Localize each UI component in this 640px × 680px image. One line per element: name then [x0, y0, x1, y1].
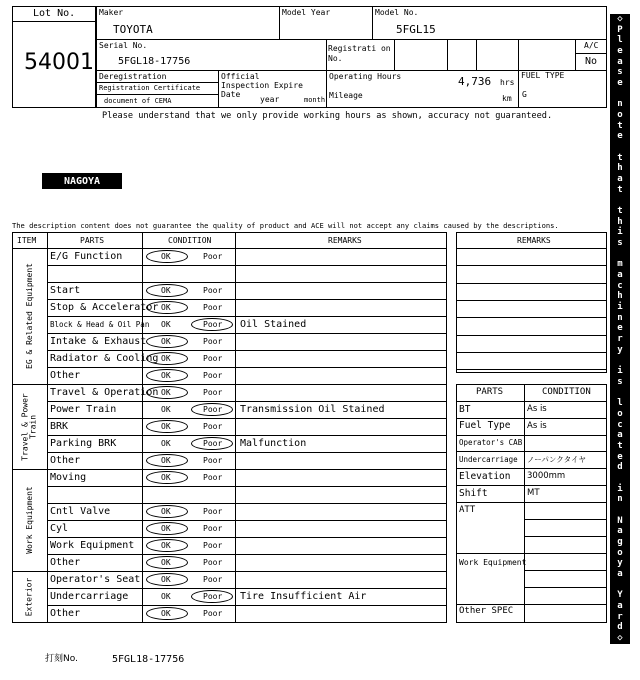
sidebar-char: s [617, 238, 623, 249]
ok-label: OK [161, 591, 171, 601]
row-remark: Malfunction [240, 438, 307, 449]
right-remarks-row-divider [456, 352, 607, 353]
ok-label: OK [161, 455, 171, 465]
ok-label: OK [161, 506, 171, 516]
sidebar-char: a [617, 270, 623, 281]
poor-label: Poor [203, 540, 223, 550]
row-part-label: Other [50, 556, 81, 568]
ok-label: OK [161, 608, 171, 618]
row-part-label: Cntl Valve [50, 505, 111, 517]
other-spec-label: Other SPEC [459, 606, 514, 616]
right-condition-value: As is [527, 404, 547, 415]
poor-selected-circle [191, 437, 233, 450]
row-divider [47, 418, 447, 419]
row-part-label: Undercarriage [50, 590, 129, 602]
poor-label: Poor [203, 370, 223, 380]
row-part-label: Work Equipment [50, 539, 135, 551]
row-part-label: BRK [50, 420, 69, 432]
group-label: EG & Related Equipment [24, 263, 34, 369]
row-part-label: E/G Function [50, 250, 123, 262]
row-part-label: Power Train [50, 403, 117, 415]
registration-certificate-label: Registration Certificate [99, 84, 201, 92]
sidebar-char: t [617, 152, 623, 163]
row-divider [47, 282, 447, 283]
row-part-label: Cyl [50, 522, 69, 534]
sidebar-char: t [617, 120, 623, 131]
poor-label: Poor [203, 557, 223, 567]
sidebar-char: ◇ [617, 14, 623, 24]
sidebar-char: a [617, 174, 623, 185]
month-label: month [304, 96, 326, 104]
group-divider [12, 384, 447, 385]
serial-no-label: Serial No. [99, 41, 148, 50]
right-part-label: BT [459, 403, 471, 415]
row-part-label: Moving [50, 471, 87, 483]
sidebar-char: s [617, 376, 623, 387]
lot-number: 54001 [24, 50, 94, 75]
col-item-header: ITEM [17, 236, 37, 245]
poor-label: Poor [203, 404, 223, 414]
ok-label: OK [161, 574, 171, 584]
maker-label: Maker [99, 8, 124, 17]
poor-label: Poor [203, 353, 223, 363]
right-parts-row-divider [456, 418, 607, 419]
poor-label: Poor [203, 506, 223, 516]
poor-selected-circle [191, 590, 233, 603]
ok-label: OK [161, 557, 171, 567]
ok-label: OK [161, 523, 171, 533]
poor-label: Poor [203, 319, 223, 329]
row-divider [47, 401, 447, 402]
sidebar-char: n [617, 312, 623, 323]
work-equipment-label: Work Equipment [459, 558, 527, 567]
row-part-label: Other [50, 454, 81, 466]
ok-label: OK [161, 421, 171, 431]
sidebar-char: r [617, 334, 623, 345]
sidebar-char: i [617, 366, 623, 377]
location-banner: NAGOYA [42, 173, 122, 189]
group-divider [12, 571, 447, 572]
right-remarks-row-divider [456, 283, 607, 284]
ok-label: OK [161, 540, 171, 550]
ok-selected-circle [146, 522, 188, 535]
sidebar-char: e [617, 78, 623, 89]
mileage-label: Mileage [329, 91, 363, 100]
maker-value: TOYOTA [113, 23, 153, 36]
poor-label: Poor [203, 387, 223, 397]
ok-selected-circle [146, 556, 188, 569]
sidebar-char: t [617, 440, 623, 451]
hrs-label: hrs [500, 78, 515, 87]
sidebar-char [610, 249, 630, 260]
row-part-label: Parking BRK [50, 437, 117, 449]
right-part-label: Shift [459, 487, 488, 499]
poor-label: Poor [203, 438, 223, 448]
right-sub-divider [524, 587, 607, 588]
right-parts-row-divider [456, 451, 607, 452]
group-label: Exterior [24, 577, 34, 616]
row-part-label: Stop & Accelerator [50, 301, 159, 313]
inspection-label: Official Inspection Expire Date [221, 72, 303, 99]
poor-label: Poor [203, 472, 223, 482]
poor-label: Poor [203, 421, 223, 431]
row-divider [47, 520, 447, 521]
row-part-label: Other [50, 607, 81, 619]
row-part-label: Start [50, 284, 81, 296]
row-part-label: Travel & Operation [50, 386, 159, 398]
right-condition-header: CONDITION [542, 387, 591, 397]
col-parts-header: PARTS [80, 236, 105, 245]
ok-selected-circle [146, 454, 188, 467]
right-condition-value: MT [527, 488, 540, 499]
right-condition-value: ノーパンクタイヤ [527, 455, 586, 465]
ok-label: OK [161, 251, 171, 261]
lot-no-label: Lot No. [33, 8, 76, 19]
sidebar-char: i [617, 302, 623, 313]
ok-selected-circle [146, 335, 188, 348]
km-label: km [502, 94, 512, 103]
ok-label: OK [161, 370, 171, 380]
poor-selected-circle [191, 318, 233, 331]
right-remarks-row-divider [456, 335, 607, 336]
poor-label: Poor [203, 591, 223, 601]
right-parts-row-divider [456, 468, 607, 469]
disclaimer: The description content does not guarantee the quality of product and ACE will not accept any claims caused by the descriptions. [12, 221, 559, 230]
sidebar-char [610, 580, 630, 591]
row-divider [47, 605, 447, 606]
serial-no-value: 5FGL18-17756 [118, 56, 191, 67]
sidebar-char [610, 505, 630, 516]
year-label: year [260, 95, 280, 104]
sidebar-char: g [617, 536, 623, 547]
operating-hours-label: Operating Hours [329, 72, 402, 81]
sidebar-char: P [617, 24, 623, 35]
sidebar-char: e [617, 451, 623, 462]
sidebar-char: n [617, 494, 623, 505]
sidebar-char [610, 388, 630, 399]
right-part-label: Operator's CAB [459, 438, 523, 448]
row-divider [47, 503, 447, 504]
ok-label: OK [161, 404, 171, 414]
sidebar-char: t [617, 184, 623, 195]
sidebar-char: r [617, 611, 623, 622]
sidebar-char: i [617, 227, 623, 238]
sidebar-char: e [617, 131, 623, 142]
ac-label: A/C [584, 41, 599, 50]
row-divider [47, 435, 447, 436]
right-section-divider [456, 553, 607, 554]
sidebar-char: h [617, 216, 623, 227]
right-section-divider [456, 604, 607, 605]
sidebar-char: c [617, 419, 623, 430]
ok-label: OK [161, 285, 171, 295]
row-divider [47, 265, 447, 266]
right-parts-header-divider [456, 401, 607, 402]
stamp-no-value: 5FGL18-17756 [112, 654, 185, 665]
sidebar-char: e [617, 323, 623, 334]
ok-selected-circle [146, 352, 188, 365]
row-part-label: Operator's Seat [50, 573, 141, 585]
sidebar-char: a [617, 430, 623, 441]
row-remark: Transmission Oil Stained [240, 404, 385, 415]
poor-label: Poor [203, 455, 223, 465]
sidebar-char [610, 142, 630, 153]
sidebar-char: y [617, 558, 623, 569]
right-remarks-header: REMARKS [517, 236, 551, 245]
poor-label: Poor [203, 251, 223, 261]
att-label: ATT [459, 505, 476, 515]
ok-label: OK [161, 319, 171, 329]
right-remarks-row-divider [456, 369, 607, 370]
poor-label: Poor [203, 574, 223, 584]
sidebar-char [610, 89, 630, 100]
row-part-label: Other [50, 369, 81, 381]
row-divider [47, 333, 447, 334]
sidebar-char: m [617, 259, 623, 270]
ok-label: OK [161, 302, 171, 312]
ok-label: OK [161, 472, 171, 482]
right-parts-row-divider [456, 485, 607, 486]
registration-label: Registrati on No. [328, 44, 391, 63]
operating-hours-value: 4,736 [458, 75, 492, 88]
sidebar-char [610, 473, 630, 484]
right-condition-value: 3000mm [527, 471, 566, 482]
right-part-label: Fuel Type [459, 420, 511, 432]
fuel-type-value: G [522, 90, 527, 99]
sidebar-char: l [617, 398, 623, 409]
poor-label: Poor [203, 608, 223, 618]
location-notice-sidebar [610, 14, 630, 644]
row-divider [47, 299, 447, 300]
row-divider [47, 452, 447, 453]
poor-label: Poor [203, 336, 223, 346]
sidebar-char: e [617, 46, 623, 57]
ok-label: OK [161, 336, 171, 346]
stamp-no-label: 打刻No. [45, 654, 78, 664]
row-divider [47, 554, 447, 555]
model-no-value: 5FGL15 [396, 23, 436, 36]
group-label: Travel & Power Train [20, 392, 38, 461]
sidebar-char: h [617, 291, 623, 302]
row-divider [47, 367, 447, 368]
right-part-label: Elevation [459, 470, 511, 482]
row-part-label: Intake & Exhaust [50, 335, 147, 347]
sidebar-char: t [617, 206, 623, 217]
sidebar-char: n [617, 99, 623, 110]
sidebar-char [610, 356, 630, 367]
ok-selected-circle [146, 284, 188, 297]
sidebar-char [610, 195, 630, 206]
att-divider [456, 502, 607, 503]
right-parts-row-divider [456, 435, 607, 436]
poor-label: Poor [203, 285, 223, 295]
ok-selected-circle [146, 607, 188, 620]
right-part-label: Undercarriage [459, 455, 518, 465]
model-no-label: Model No. [375, 8, 419, 17]
row-divider [47, 537, 447, 538]
ok-selected-circle [146, 420, 188, 433]
sidebar-char: l [617, 35, 623, 46]
document-cema-label: document of CEMA [104, 97, 172, 105]
poor-label: Poor [203, 523, 223, 533]
right-remarks-row-divider [456, 300, 607, 301]
poor-selected-circle [191, 403, 233, 416]
row-part-label: Block & Head & Oil Pan [50, 319, 150, 329]
sidebar-char: d [617, 462, 623, 473]
right-remarks-row-divider [456, 265, 607, 266]
ok-label: OK [161, 353, 171, 363]
sidebar-char: o [617, 547, 623, 558]
fuel-type-label: FUEL TYPE [521, 71, 565, 80]
ok-selected-circle [146, 369, 188, 382]
row-divider [47, 486, 447, 487]
row-remark: Oil Stained [240, 319, 307, 330]
sidebar-char: a [617, 56, 623, 67]
right-remarks-row-divider [456, 317, 607, 318]
row-part-label: Radiator & Cooling [50, 352, 159, 364]
model-year-label: Model Year [282, 8, 331, 17]
sidebar-char: ◇ [617, 632, 623, 643]
deregistration-label: Deregistration [99, 72, 167, 81]
group-label: Work Equipment [24, 486, 34, 554]
ok-selected-circle [146, 471, 188, 484]
row-divider [47, 316, 447, 317]
sidebar-char: h [617, 163, 623, 174]
sidebar-char: i [617, 483, 623, 494]
group-divider [12, 469, 447, 470]
sidebar-char: o [617, 110, 623, 121]
ok-label: OK [161, 438, 171, 448]
ok-label: OK [161, 387, 171, 397]
sidebar-char: y [617, 344, 623, 355]
hours-notice: Please understand that we only provide working hours as shown, accuracy not guaranteed. [102, 111, 553, 121]
sidebar-char: Y [617, 590, 623, 601]
row-divider [47, 350, 447, 351]
col-remarks-header: REMARKS [328, 236, 362, 245]
sidebar-char: a [617, 600, 623, 611]
sidebar-char: o [617, 408, 623, 419]
sidebar-char: d [617, 622, 623, 633]
row-divider [47, 588, 447, 589]
poor-label: Poor [203, 302, 223, 312]
right-sub-divider [524, 519, 607, 520]
sidebar-char: a [617, 568, 623, 579]
right-sub-divider [524, 536, 607, 537]
ok-selected-circle [146, 505, 188, 518]
sidebar-char: s [617, 67, 623, 78]
ok-selected-circle [146, 539, 188, 552]
ok-selected-circle [146, 386, 188, 399]
sidebar-char: N [617, 515, 623, 526]
ac-value: No [585, 56, 598, 67]
col-condition-header: CONDITION [168, 236, 212, 245]
sidebar-char: c [617, 280, 623, 291]
right-sub-divider [524, 570, 607, 571]
ok-selected-circle [146, 250, 188, 263]
row-remark: Tire Insufficient Air [240, 591, 367, 602]
ok-selected-circle [146, 301, 188, 314]
right-condition-value: As is [527, 420, 547, 431]
ok-selected-circle [146, 573, 188, 586]
sidebar-char: a [617, 526, 623, 537]
right-parts-header: PARTS [476, 387, 504, 397]
